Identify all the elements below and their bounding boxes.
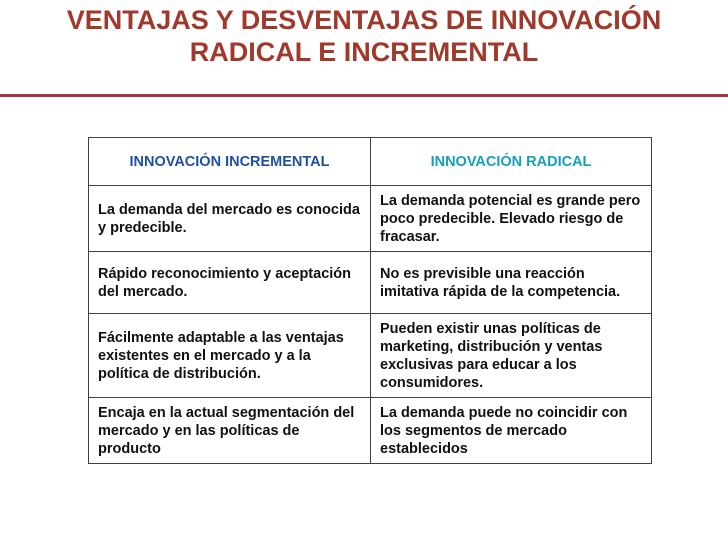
cell-incremental: La demanda del mercado es conocida y predecible.: [89, 186, 371, 252]
slide-title-line-1: VENTAJAS Y DESVENTAJAS DE INNOVACIÓN: [66, 5, 662, 35]
cell-incremental: Fácilmente adaptable a las ventajas existentes en el mercado y a la política de distribución.: [89, 314, 371, 398]
table-row: [89, 252, 652, 314]
cell-radical: No es previsible una reacción imitativa rápida de la competencia.: [371, 252, 652, 314]
slide-title: [0, 4, 728, 68]
table-row: [89, 186, 652, 252]
cell-radical: Pueden existir unas políticas de marketing, distribución y ventas exclusivas para educar a los consumidores.: [371, 314, 652, 398]
cell-incremental: Encaja en la actual segmentación del mercado y en las políticas de producto: [89, 398, 371, 464]
header-radical: INNOVACIÓN RADICAL: [371, 138, 652, 186]
title-divider: [0, 94, 728, 97]
header-incremental: INNOVACIÓN INCREMENTAL: [89, 138, 371, 186]
cell-radical: La demanda puede no coincidir con los segmentos de mercado establecidos: [371, 398, 652, 464]
table-header-row: [89, 138, 652, 186]
cell-radical: La demanda potencial es grande pero poco predecible. Elevado riesgo de fracasar.: [371, 186, 652, 252]
table-row: [89, 314, 652, 398]
comparison-table: [88, 137, 652, 464]
cell-incremental: Rápido reconocimiento y aceptación del mercado.: [89, 252, 371, 314]
slide-title-line-2: RADICAL E INCREMENTAL: [189, 37, 539, 67]
table-row: [89, 398, 652, 464]
